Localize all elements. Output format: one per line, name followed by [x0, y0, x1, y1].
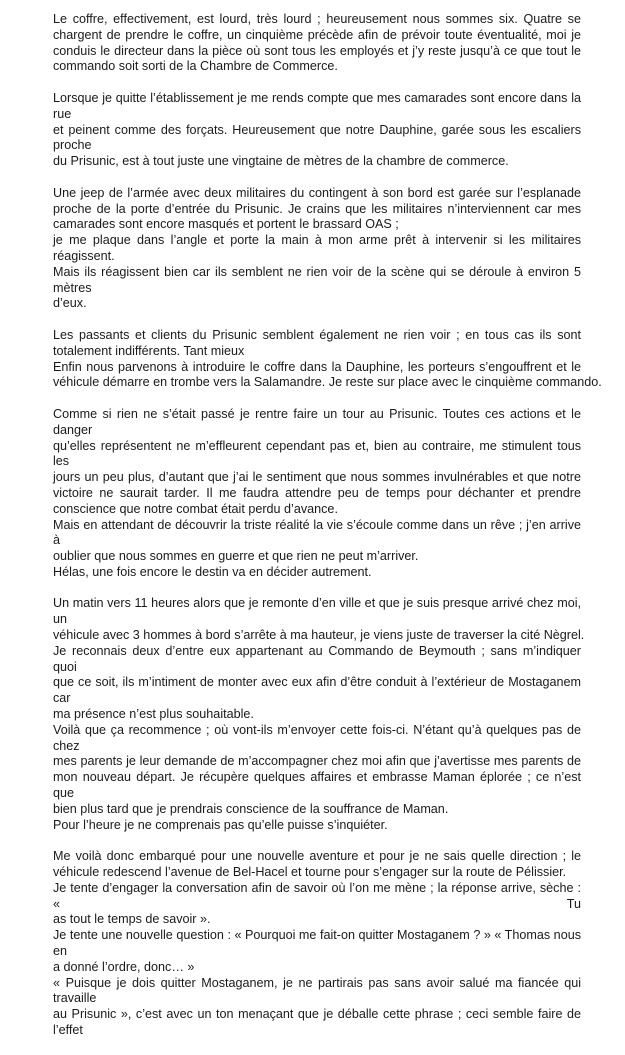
- text-line: mon nouveau départ. Je récupère quelques affaires et embrasse Maman éplorée ; ce n’est que: [53, 770, 581, 801]
- text-line: et peinent comme des forçats. Heureusement que notre Dauphine, garée sous les escaliers proche: [53, 122, 581, 153]
- text-line: Le coffre, effectivement, est lourd, très lourd ; heureusement nous sommes six. Quatre se: [53, 12, 581, 26]
- text-line: Un matin vers 11 heures alors que je remonte d’en ville et que je suis presque arrivé chez moi, un: [53, 596, 581, 627]
- text-line: Pour l’heure je ne comprenais pas qu’elle puisse s’inquiéter.: [53, 817, 388, 832]
- paragraph: [53, 849, 581, 1039]
- text-line: as tout le temps de savoir ».: [53, 912, 211, 927]
- text-line: oublier que nous sommes en guerre et que rien ne peut m’arriver.: [53, 549, 419, 564]
- text-line: Lorsque je quitte l’établissement je me rends compte que mes camarades sont encore dans la rue: [53, 90, 581, 121]
- paragraph: [53, 12, 581, 75]
- text-line: jours un peu plus, d’autant que j’ai le sentiment que nous sommes invulnérables et que notre: [53, 470, 581, 485]
- text-line: « Puisque je dois quitter Mostaganem, je ne partirais pas sans avoir salué ma fiancée qui travaille: [53, 975, 581, 1006]
- text-line: d’eux.: [53, 296, 87, 311]
- text-line: Une jeep de l’armée avec deux militaires du contingent à son bord est garée sur l’esplanade: [53, 185, 581, 200]
- text-line: qu’elles représentent ne m’effleurent cependant pas et, bien au contraire, me stimulent tous les: [53, 438, 581, 469]
- text-line: que ce soit, ils m’intiment de monter avec eux afin d’être conduit à l’extérieur de Mostaganem car: [53, 675, 581, 706]
- text-line: Je reconnais deux d’entre eux appartenant au Commando de Beymouth ; sans m’indiquer quoi: [53, 643, 581, 674]
- paragraph: [53, 186, 581, 312]
- text-line: commando soit sorti de la Chambre de Commerce.: [53, 59, 338, 74]
- paragraph: [53, 596, 585, 833]
- text-line: Mais ils réagissent bien car ils semblent ne rien voir de la scène qui se déroule à environ 5 mètres: [53, 264, 581, 295]
- paragraph: [53, 407, 581, 581]
- paragraph: [53, 327, 602, 391]
- text-line: chargent de prendre le coffre, un cinquième précède afin de prévoir toute éventualité, moi je: [53, 27, 581, 42]
- text-line: camarades sont encore masqués et portent le brassard OAS ;: [53, 217, 399, 232]
- text-line: véhicule démarre en trombe vers la Salamandre. Je reste sur place avec le cinquième commando.: [53, 375, 602, 390]
- paragraph: [53, 91, 581, 170]
- text-line: Hélas, une fois encore le destin va en décider autrement.: [53, 564, 372, 579]
- text-line: bien plus tard que je prendrais conscience de la souffrance de Maman.: [53, 801, 449, 816]
- text-line: au Prisunic », c’est avec un ton menaçant que je déballe cette phrase ; ceci semble faire de l’effet: [53, 1007, 581, 1037]
- text-line: conduis le directeur dans la pièce où sont tous les employés et j’y reste jusqu’à ce que tout le: [53, 43, 581, 58]
- text-line: mes parents je leur demande de m’accompagner chez moi afin que j’avertisse mes parents de: [53, 754, 581, 769]
- text-line: Enfin nous parvenons à introduire le coffre dans la Dauphine, les porteurs s’engouffrent et le: [53, 359, 581, 374]
- text-line: Comme si rien ne s’était passé je rentre faire un tour au Prisunic. Toutes ces actions et le danger: [53, 406, 581, 437]
- text-line: proche de la porte d’entrée du Prisunic. Je crains que les militaires n’interviennent car mes: [53, 201, 581, 216]
- text-line: conscience que notre combat était perdu d’avance.: [53, 501, 338, 516]
- text-line: totalement indifférents. Tant mieux: [53, 343, 245, 358]
- text-line: du Prisunic, est à tout juste une vingtaine de mètres de la chambre de commerce.: [53, 154, 509, 169]
- text-line: Voilà que ça recommence ; où vont-ils m’envoyer cette fois-ci. N’étant qu’à quelques pas de chez: [53, 722, 581, 753]
- text-line: Je tente d’engager la conversation afin de savoir où l’on me mène ; la réponse arrive, sèche : « Tu: [53, 880, 581, 911]
- text-line: a donné l’ordre, donc… »: [53, 959, 195, 974]
- text-line: Je tente une nouvelle question : « Pourquoi me fait-on quitter Mostaganem ? » « Thomas nous en: [53, 928, 581, 959]
- text-line: Mais en attendant de découvrir la triste réalité la vie s’écoule comme dans un rêve ; j’en arrive à: [53, 517, 581, 548]
- text-line: victoire ne saurait tarder. Il me faudra attendre peu de temps pour déchanter et prendre: [53, 485, 581, 500]
- text-line: véhicule avec 3 hommes à bord s’arrête à ma hauteur, je viens juste de traverser la cité Nègrel.: [53, 628, 585, 643]
- document-page: [53, 12, 602, 1055]
- text-line: Les passants et clients du Prisunic semblent également ne rien voir ; en tous cas ils sont: [53, 327, 581, 342]
- text-line: ma présence n’est plus souhaitable.: [53, 707, 254, 722]
- text-line: véhicule redescend l’avenue de Bel-Hacel et tourne pour s’engager sur la route de Pélissier.: [53, 865, 567, 880]
- text-line: je me plaque dans l’angle et porte la main à mon arme prêt à intervenir si les militaires réagissent.: [53, 233, 581, 263]
- text-line: Me voilà donc embarqué pour une nouvelle aventure et pour je ne sais quelle direction ; le: [53, 849, 581, 864]
